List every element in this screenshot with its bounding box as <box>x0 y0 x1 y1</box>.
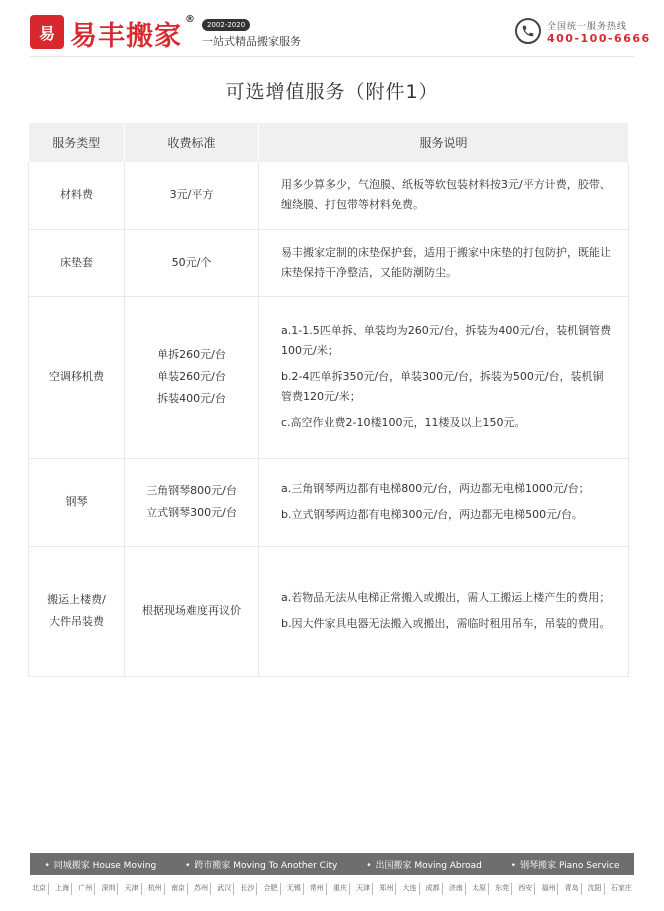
brand-slogan: 一站式精品搬家服务 <box>202 35 301 48</box>
table-row <box>29 229 629 296</box>
footer-city: 大连 <box>401 883 420 895</box>
price-value: 立式钢琴300元/台 <box>146 506 237 519</box>
footer-city: 天津 <box>123 883 142 895</box>
service-type: 材料费 <box>60 188 93 202</box>
description-text: c.高空作业费2-10楼100元，11楼及以上150元。 <box>281 416 526 429</box>
footer-service-local: • 同城搬家 House Moving <box>44 858 156 871</box>
page-title: 可选增值服务（附件1） <box>225 81 439 103</box>
description-text: 用多少算多少，气泡膜、纸板等软包装材料按3元/平方计费，胶带、缠绕膜、打包带等材料免费。 <box>281 178 611 212</box>
footer-service-piano: • 钢琴搬家 Piano Service <box>511 858 620 871</box>
footer-city: 常州 <box>308 883 327 895</box>
footer-city: 北京 <box>30 883 49 895</box>
footer-city: 无锡 <box>285 883 304 895</box>
description-text: 易丰搬家定制的床垫保护套，适用于搬家中床垫的打包防护，既能让床垫保持干净整洁，又能防潮防尘。 <box>281 245 611 279</box>
services-table <box>28 123 628 677</box>
description-text: b.因大件家具电器无法搬入或搬出，需临时租用吊车，吊装的费用。 <box>281 617 611 630</box>
service-type-cell <box>29 229 125 296</box>
price-value: 拆装400元/台 <box>157 392 226 405</box>
service-type-cell <box>29 162 125 229</box>
footer-city: 苏州 <box>192 883 211 895</box>
price-cell <box>125 296 259 458</box>
price-value: 根据现场难度再议价 <box>142 604 241 617</box>
header-service-type: 服务类型 <box>29 123 125 162</box>
price-cell <box>125 546 259 676</box>
table-header-row <box>29 123 629 162</box>
phone-icon <box>515 18 541 44</box>
service-type: 大件吊装费 <box>49 615 104 628</box>
price-value: 单装260元/台 <box>157 370 226 383</box>
footer-city: 广州 <box>76 883 95 895</box>
description-cell <box>259 546 629 676</box>
price-cell <box>125 229 259 296</box>
footer-city: 南京 <box>169 883 188 895</box>
hotline-number: 400-100-6666 <box>547 32 651 45</box>
footer-city-list <box>30 883 634 895</box>
footer-city: 长沙 <box>238 883 257 895</box>
description-text: b.立式钢琴两边都有电梯300元/台，两边都无电梯500元/台。 <box>281 508 583 521</box>
table-row <box>29 162 629 229</box>
service-type-cell <box>29 458 125 546</box>
description-text: a.若物品无法从电梯正常搬入或搬出，需人工搬运上楼产生的费用； <box>281 591 611 604</box>
footer-city: 太原 <box>470 883 489 895</box>
footer-city: 武汉 <box>215 883 234 895</box>
footer-city: 合肥 <box>262 883 281 895</box>
header-description: 服务说明 <box>259 123 629 162</box>
footer-city: 东莞 <box>493 883 512 895</box>
footer-service-abroad: • 出国搬家 Moving Abroad <box>366 858 482 871</box>
footer-city: 杭州 <box>146 883 165 895</box>
description-text: a.1-1.5匹单拆、单装均为260元/台，拆装为400元/台，装机铜管费100元/米； <box>281 324 612 357</box>
price-value: 三角钢琴800元/台 <box>146 484 237 497</box>
page-header <box>0 0 664 56</box>
header-divider <box>30 56 634 57</box>
price-value: 3元/平方 <box>169 188 214 202</box>
logo-mark: 易 <box>38 23 55 43</box>
brand-logo-icon <box>30 15 64 49</box>
description-cell <box>259 162 629 229</box>
description-cell <box>259 458 629 546</box>
footer-city: 成都 <box>424 883 443 895</box>
price-value: 单拆260元/台 <box>157 348 226 361</box>
footer-city: 青岛 <box>563 883 582 895</box>
service-type: 钢琴 <box>65 495 88 508</box>
footer-city: 郑州 <box>377 883 396 895</box>
description-text: a.三角钢琴两边都有电梯800元/台，两边都无电梯1000元/台； <box>281 482 590 495</box>
header-price: 收费标准 <box>125 123 259 162</box>
footer-services-bar <box>30 853 634 875</box>
footer-city: 福州 <box>539 883 558 895</box>
footer-city: 西安 <box>516 883 535 895</box>
hotline-label: 全国统一服务热线 <box>547 22 628 32</box>
brand-name: 易丰搬家 <box>70 21 182 52</box>
footer-city: 深圳 <box>99 883 118 895</box>
service-type: 床垫套 <box>60 255 93 269</box>
description-cell <box>259 229 629 296</box>
price-cell <box>125 162 259 229</box>
description-cell <box>259 296 629 458</box>
service-type-cell <box>29 296 125 458</box>
footer-city: 沈阳 <box>586 883 605 895</box>
footer-city: 石家庄 <box>610 884 632 892</box>
table-row <box>29 458 629 546</box>
footer-city: 天津 <box>354 883 373 895</box>
service-type: 空调移机费 <box>49 370 104 383</box>
footer-service-intercity: • 跨市搬家 Moving To Another City <box>185 858 337 871</box>
table-row <box>29 546 629 676</box>
years-badge: 2002-2020 <box>202 19 250 31</box>
service-type: 搬运上楼费/ <box>47 593 106 606</box>
footer-city: 上海 <box>53 883 72 895</box>
description-text: b.2-4匹单拆350元/台，单装300元/台，拆装为500元/台，装机铜管费120元/米； <box>281 370 604 403</box>
price-value: 50元/个 <box>171 255 212 269</box>
registered-mark: ® <box>185 14 195 25</box>
footer-city: 重庆 <box>331 883 350 895</box>
table-row <box>29 296 629 458</box>
service-type-cell <box>29 546 125 676</box>
price-cell <box>125 458 259 546</box>
footer-city: 济南 <box>447 883 466 895</box>
